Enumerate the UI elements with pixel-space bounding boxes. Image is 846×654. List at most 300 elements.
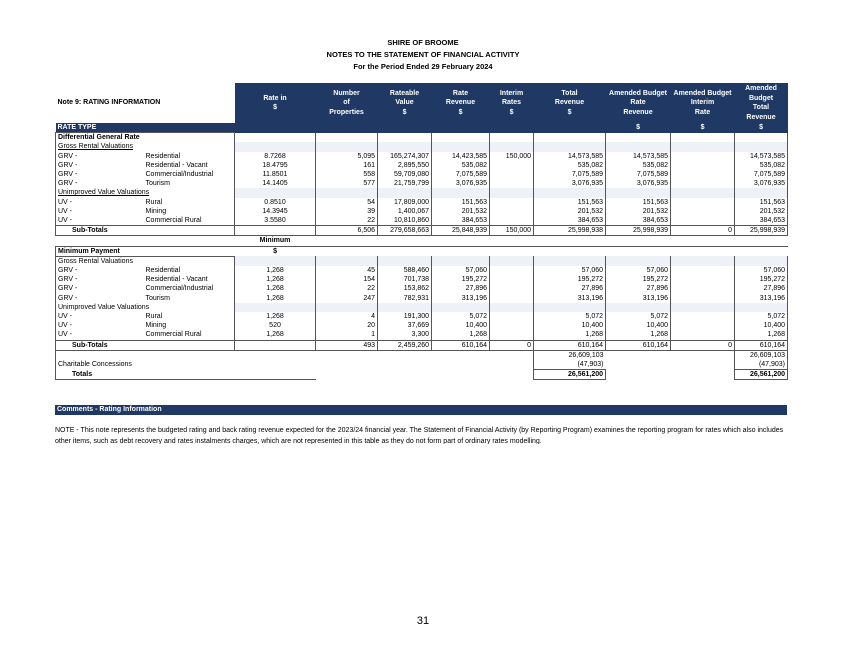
empty-cell bbox=[534, 246, 606, 256]
number-of-properties: 577 bbox=[316, 179, 378, 188]
rateable-value: 279,658,663 bbox=[378, 226, 432, 236]
amended-budget-rate-revenue: 27,896 bbox=[606, 284, 671, 293]
empty-cell bbox=[534, 142, 606, 151]
uv-heading-label: Unimproved Value Valuations bbox=[56, 188, 235, 197]
spacer bbox=[56, 350, 316, 360]
empty-cell bbox=[316, 133, 378, 143]
empty-cell bbox=[235, 226, 316, 236]
amended-budget-interim-rate bbox=[671, 152, 735, 161]
column-header-line: Interim bbox=[690, 99, 715, 107]
interim-rates bbox=[490, 266, 534, 275]
column-header-line: $ bbox=[509, 108, 514, 116]
empty-cell bbox=[735, 246, 788, 256]
rating-row bbox=[56, 294, 788, 303]
interim-rates: 150,000 bbox=[490, 226, 534, 236]
rate-in: 1,268 bbox=[235, 312, 316, 321]
uv-heading-min-label: Unimproved Value Valuations bbox=[56, 303, 235, 312]
interim-rates bbox=[490, 170, 534, 179]
column-header-line: Total bbox=[561, 89, 578, 97]
column-header-line: Revenue bbox=[623, 108, 653, 116]
rate-category: Commercial/Industrial bbox=[145, 285, 214, 293]
empty-cell bbox=[432, 133, 490, 143]
total-revenue: 610,164 bbox=[534, 340, 606, 350]
amended-budget-interim-rate bbox=[671, 216, 735, 226]
empty-cell bbox=[735, 303, 788, 312]
amended-budget-rate-revenue: 57,060 bbox=[606, 266, 671, 275]
amended-budget-interim-rate: 0 bbox=[671, 340, 735, 350]
rate-category: Mining bbox=[145, 207, 167, 215]
empty-cell bbox=[378, 142, 432, 151]
header-band-cell bbox=[490, 123, 534, 133]
grand-amended-total: 26,561,200 bbox=[735, 370, 788, 380]
number-of-properties: 4 bbox=[316, 312, 378, 321]
empty-cell bbox=[606, 142, 671, 151]
amended-budget-total-revenue: 3,076,935 bbox=[735, 179, 788, 188]
rate-revenue: 1,268 bbox=[432, 330, 490, 340]
valuation-type: UV - bbox=[56, 198, 144, 207]
column-header-line: $ bbox=[567, 108, 572, 116]
spacer bbox=[56, 236, 235, 246]
amended-budget-rate-revenue: 14,573,585 bbox=[606, 152, 671, 161]
empty-cell bbox=[316, 236, 378, 246]
empty-cell bbox=[378, 236, 432, 246]
empty-cell bbox=[316, 360, 378, 370]
rating-row bbox=[56, 321, 788, 330]
empty-cell bbox=[316, 256, 378, 266]
amended-budget-interim-rate: 0 bbox=[671, 226, 735, 236]
empty-cell bbox=[378, 246, 432, 256]
rate-in: 1,268 bbox=[235, 330, 316, 340]
amended-budget-total-revenue: 5,072 bbox=[735, 312, 788, 321]
amended-budget-interim-rate bbox=[671, 266, 735, 275]
valuation-type: UV - bbox=[56, 216, 144, 226]
amended-budget-rate-revenue: 535,082 bbox=[606, 161, 671, 170]
empty-cell bbox=[235, 142, 316, 151]
column-header-line: Budget bbox=[748, 94, 774, 102]
amended-budget-rate-revenue: 201,532 bbox=[606, 207, 671, 216]
amended-budget-rate-revenue: 313,196 bbox=[606, 294, 671, 303]
total-revenue: 195,272 bbox=[534, 275, 606, 284]
interim-rates bbox=[490, 275, 534, 284]
rate-category: Residential bbox=[145, 152, 181, 160]
empty-cell bbox=[378, 350, 432, 360]
grv-heading bbox=[56, 142, 788, 151]
amended-budget-rate-revenue: 610,164 bbox=[606, 340, 671, 350]
column-header-line: Amended Budget bbox=[673, 89, 732, 97]
rateable-value: 59,709,080 bbox=[378, 170, 432, 179]
column-header-row bbox=[56, 83, 788, 123]
total-revenue: 1,268 bbox=[534, 330, 606, 340]
interim-rates bbox=[490, 330, 534, 340]
rateable-value: 21,759,799 bbox=[378, 179, 432, 188]
header-band-cell bbox=[534, 123, 606, 133]
rate-revenue: 5,072 bbox=[432, 312, 490, 321]
column-header-line: Rate bbox=[694, 108, 711, 116]
interim-rates bbox=[490, 198, 534, 207]
empty-cell bbox=[378, 370, 432, 380]
total-revenue: 201,532 bbox=[534, 207, 606, 216]
rate-revenue: 7,075,589 bbox=[432, 170, 490, 179]
amended-budget-interim-rate bbox=[671, 284, 735, 293]
uv-heading-min bbox=[56, 303, 788, 312]
amended-budget-interim-rate bbox=[671, 312, 735, 321]
total-revenue: 25,998,938 bbox=[534, 226, 606, 236]
valuation-type: UV - bbox=[56, 330, 144, 340]
concessions-total-revenue: (47,903) bbox=[534, 360, 606, 370]
totals-label: Totals bbox=[56, 370, 316, 380]
empty-cell bbox=[735, 133, 788, 143]
empty-cell bbox=[432, 360, 490, 370]
empty-cell bbox=[671, 303, 735, 312]
rate-in: 1,268 bbox=[235, 275, 316, 284]
column-header-line: Amended Budget bbox=[609, 89, 667, 97]
minimum-dollar: $ bbox=[235, 246, 316, 256]
empty-cell bbox=[490, 303, 534, 312]
rate-in: 8.7268 bbox=[235, 152, 316, 161]
concessions-row bbox=[56, 360, 788, 370]
total-revenue: 384,653 bbox=[534, 216, 606, 226]
amended-budget-total-revenue: 151,563 bbox=[735, 198, 788, 207]
rate-in: 18.4795 bbox=[235, 161, 316, 170]
empty-cell bbox=[606, 350, 671, 360]
empty-cell bbox=[671, 360, 735, 370]
interim-rates bbox=[490, 294, 534, 303]
empty-cell bbox=[534, 236, 606, 246]
total-revenue: 57,060 bbox=[534, 266, 606, 275]
rating-row bbox=[56, 330, 788, 340]
combined-total-revenue: 26,609,103 bbox=[534, 350, 606, 360]
empty-cell bbox=[490, 188, 534, 197]
minimum-header: Minimum bbox=[259, 237, 291, 245]
col-number-of-properties bbox=[316, 83, 378, 123]
column-header-line: $ bbox=[402, 108, 407, 116]
amended-budget-interim-rate bbox=[671, 170, 735, 179]
rating-row bbox=[56, 152, 788, 161]
interim-rates bbox=[490, 216, 534, 226]
rateable-value: 191,300 bbox=[378, 312, 432, 321]
rate-revenue: 313,196 bbox=[432, 294, 490, 303]
rate-category: Residential - Vacant bbox=[145, 276, 208, 284]
number-of-properties: 54 bbox=[316, 198, 378, 207]
empty-cell bbox=[316, 246, 378, 256]
empty-cell bbox=[378, 133, 432, 143]
rate-revenue: 14,423,585 bbox=[432, 152, 490, 161]
subtotal-label: Sub-Totals bbox=[56, 226, 235, 236]
empty-cell bbox=[671, 142, 735, 151]
grv-heading-label: Gross Rental Valuations bbox=[56, 142, 235, 151]
rateable-value: 2,459,260 bbox=[378, 340, 432, 350]
col-rate-in bbox=[235, 83, 316, 123]
minimum-header-row bbox=[56, 236, 788, 246]
rate-revenue: 195,272 bbox=[432, 275, 490, 284]
interim-rates bbox=[490, 161, 534, 170]
rateable-value: 17,809,000 bbox=[378, 198, 432, 207]
rating-row bbox=[56, 266, 788, 275]
amended-budget-total-revenue: 27,896 bbox=[735, 284, 788, 293]
empty-cell bbox=[606, 360, 671, 370]
valuation-type: UV - bbox=[56, 207, 144, 216]
empty-cell bbox=[735, 142, 788, 151]
rate-revenue: 151,563 bbox=[432, 198, 490, 207]
column-header-line: Revenue bbox=[445, 99, 476, 107]
subtotal-row bbox=[56, 226, 788, 236]
valuation-type: GRV - bbox=[56, 179, 144, 188]
rate-category: Residential - Vacant bbox=[145, 161, 208, 169]
empty-cell bbox=[490, 370, 534, 380]
number-of-properties: 1 bbox=[316, 330, 378, 340]
comments-section-title: Comments - Rating Information bbox=[55, 405, 787, 415]
column-header-line: Rate bbox=[452, 89, 469, 97]
empty-cell bbox=[490, 236, 534, 246]
rate-category: Commercial Rural bbox=[145, 331, 202, 339]
empty-cell bbox=[534, 188, 606, 197]
valuation-type: GRV - bbox=[56, 284, 144, 293]
total-revenue: 27,896 bbox=[534, 284, 606, 293]
empty-cell bbox=[316, 303, 378, 312]
rating-row bbox=[56, 161, 788, 170]
column-header-line: $ bbox=[458, 108, 463, 116]
empty-cell bbox=[671, 133, 735, 143]
grv-heading-min-label: Gross Rental Valuations bbox=[56, 256, 235, 266]
amended-budget-rate-revenue: 10,400 bbox=[606, 321, 671, 330]
empty-cell bbox=[671, 370, 735, 380]
minimum-payment-row bbox=[56, 246, 788, 256]
empty-cell bbox=[671, 256, 735, 266]
grv-heading-min bbox=[56, 256, 788, 266]
rate-type-row bbox=[56, 123, 788, 133]
rateable-value: 701,738 bbox=[378, 275, 432, 284]
amended-budget-rate-revenue: 7,075,589 bbox=[606, 170, 671, 179]
total-revenue: 7,075,589 bbox=[534, 170, 606, 179]
rating-row bbox=[56, 275, 788, 284]
rate-revenue: 57,060 bbox=[432, 266, 490, 275]
interim-rates bbox=[490, 284, 534, 293]
header-band-cell bbox=[235, 123, 316, 133]
valuation-type: GRV - bbox=[56, 161, 144, 170]
column-header-line: Properties bbox=[329, 108, 364, 116]
empty-cell bbox=[235, 303, 316, 312]
rating-row bbox=[56, 312, 788, 321]
totals-row bbox=[56, 370, 788, 380]
combined-amended-total: 26,609,103 bbox=[735, 350, 788, 360]
rating-note: NOTE - This note represents the budgeted rating and back rating revenue expected for the 2023/24 financial year. The Statement of Financial Activity (by Reporting Program) examines the reporting program for rates which also includes other items, such as debt recovery and rates instalments charges, which are not represented in this table as they do not form part of ordinary rates modelling. bbox=[55, 427, 784, 444]
empty-cell bbox=[606, 246, 671, 256]
number-of-properties: 5,095 bbox=[316, 152, 378, 161]
amended-budget-rate-revenue: 195,272 bbox=[606, 275, 671, 284]
rate-revenue: 25,848,939 bbox=[432, 226, 490, 236]
empty-cell bbox=[432, 370, 490, 380]
amended-budget-total-revenue: 313,196 bbox=[735, 294, 788, 303]
total-revenue: 3,076,935 bbox=[534, 179, 606, 188]
minimum-payment-label: Minimum Payment bbox=[56, 246, 235, 256]
rating-information-table bbox=[55, 83, 788, 380]
empty-cell bbox=[671, 236, 735, 246]
empty-cell bbox=[235, 256, 316, 266]
rate-category: Commercial/Industrial bbox=[145, 171, 214, 179]
rating-row bbox=[56, 216, 788, 226]
rating-row bbox=[56, 170, 788, 179]
empty-cell bbox=[735, 256, 788, 266]
amended-budget-total-revenue: 610,164 bbox=[735, 340, 788, 350]
amended-budget-interim-rate bbox=[671, 198, 735, 207]
rate-category: Rural bbox=[145, 313, 163, 321]
empty-cell bbox=[735, 188, 788, 197]
concessions-label: Charitable Concessions bbox=[56, 360, 316, 370]
number-of-properties: 39 bbox=[316, 207, 378, 216]
amended-budget-total-revenue: 25,998,939 bbox=[735, 226, 788, 236]
column-header-line: Amended bbox=[745, 85, 777, 92]
column-header-line: Rateable bbox=[389, 89, 420, 97]
empty-cell bbox=[432, 236, 490, 246]
statement-title: NOTES TO THE STATEMENT OF FINANCIAL ACTIVITY bbox=[326, 50, 520, 59]
amended-budget-total-revenue: 535,082 bbox=[735, 161, 788, 170]
note-title: Note 9: RATING INFORMATION bbox=[57, 99, 161, 107]
valuation-type: GRV - bbox=[56, 266, 144, 275]
empty-cell bbox=[432, 256, 490, 266]
total-revenue: 313,196 bbox=[534, 294, 606, 303]
number-of-properties: 45 bbox=[316, 266, 378, 275]
number-of-properties: 558 bbox=[316, 170, 378, 179]
empty-cell bbox=[490, 133, 534, 143]
amended-budget-rate-revenue: 151,563 bbox=[606, 198, 671, 207]
header-band-cell bbox=[316, 123, 378, 133]
column-header-line: Number bbox=[333, 89, 360, 97]
rate-type-label: RATE TYPE bbox=[56, 123, 235, 133]
empty-cell bbox=[316, 142, 378, 151]
period-title: For the Period Ended 29 February 2024 bbox=[353, 62, 493, 71]
amended-budget-rate-revenue: 384,653 bbox=[606, 216, 671, 226]
rateable-value: 3,300 bbox=[378, 330, 432, 340]
rate-revenue: 610,164 bbox=[432, 340, 490, 350]
subtotal-row bbox=[56, 340, 788, 350]
rate-in: 0.8510 bbox=[235, 198, 316, 207]
empty-cell bbox=[378, 188, 432, 197]
empty-cell bbox=[490, 246, 534, 256]
col-amended-budget-total-revenue bbox=[735, 83, 788, 123]
rate-category: Tourism bbox=[145, 180, 171, 188]
col-amended-budget-interim-rate bbox=[671, 83, 735, 123]
empty-cell bbox=[490, 142, 534, 151]
empty-cell bbox=[235, 133, 316, 143]
total-revenue: 10,400 bbox=[534, 321, 606, 330]
empty-cell bbox=[432, 246, 490, 256]
empty-cell bbox=[432, 303, 490, 312]
number-of-properties: 154 bbox=[316, 275, 378, 284]
empty-cell bbox=[316, 350, 378, 360]
valuation-type: GRV - bbox=[56, 170, 144, 179]
amended-budget-interim-rate bbox=[671, 207, 735, 216]
amended-budget-interim-rate bbox=[671, 161, 735, 170]
empty-cell bbox=[606, 256, 671, 266]
header-band-cell bbox=[432, 123, 490, 133]
interim-rates: 150,000 bbox=[490, 152, 534, 161]
rate-in: 1,268 bbox=[235, 284, 316, 293]
grand-total-revenue: 26,561,200 bbox=[534, 370, 606, 380]
differential-section bbox=[56, 133, 788, 143]
concessions-amended-total: (47,903) bbox=[735, 360, 788, 370]
valuation-type: UV - bbox=[56, 321, 144, 330]
rate-revenue: 535,082 bbox=[432, 161, 490, 170]
column-header-line: Interim bbox=[499, 89, 524, 97]
empty-cell bbox=[671, 350, 735, 360]
page-number: 31 bbox=[416, 615, 430, 627]
empty-cell bbox=[671, 246, 735, 256]
rating-row bbox=[56, 179, 788, 188]
rate-in: 1,268 bbox=[235, 266, 316, 275]
total-revenue: 5,072 bbox=[534, 312, 606, 321]
col-interim-rates bbox=[490, 83, 534, 123]
interim-rates: 0 bbox=[490, 340, 534, 350]
amended-budget-total-revenue: 1,268 bbox=[735, 330, 788, 340]
rateable-value: 165,274,307 bbox=[378, 152, 432, 161]
rate-revenue: 384,653 bbox=[432, 216, 490, 226]
empty-cell bbox=[432, 142, 490, 151]
valuation-type: GRV - bbox=[56, 275, 144, 284]
empty-cell bbox=[534, 133, 606, 143]
column-header-line: Rate bbox=[630, 99, 646, 107]
column-header-line: $ bbox=[273, 104, 277, 111]
interim-rates bbox=[490, 207, 534, 216]
rate-revenue: 27,896 bbox=[432, 284, 490, 293]
rate-category: Residential bbox=[145, 267, 181, 275]
column-header-line: of bbox=[343, 99, 350, 107]
rate-category: Mining bbox=[145, 322, 167, 330]
col-rateable-value bbox=[378, 83, 432, 123]
rate-in: 520 bbox=[235, 321, 316, 330]
amended-budget-rate-revenue: 1,268 bbox=[606, 330, 671, 340]
rate-category: Commercial Rural bbox=[145, 217, 202, 225]
valuation-type: GRV - bbox=[56, 294, 144, 303]
dollar-unit: $ bbox=[606, 123, 671, 133]
rateable-value: 10,810,860 bbox=[378, 216, 432, 226]
number-of-properties: 161 bbox=[316, 161, 378, 170]
rate-revenue: 10,400 bbox=[432, 321, 490, 330]
rate-category: Rural bbox=[145, 198, 163, 206]
total-revenue: 535,082 bbox=[534, 161, 606, 170]
empty-cell bbox=[534, 303, 606, 312]
number-of-properties: 247 bbox=[316, 294, 378, 303]
uv-heading bbox=[56, 188, 788, 197]
interim-rates bbox=[490, 179, 534, 188]
number-of-properties: 22 bbox=[316, 284, 378, 293]
col-rate-revenue bbox=[432, 83, 490, 123]
rate-revenue: 3,076,935 bbox=[432, 179, 490, 188]
rate-in: 14.3945 bbox=[235, 207, 316, 216]
column-header-line: Value bbox=[395, 99, 414, 107]
empty-cell bbox=[378, 256, 432, 266]
amended-budget-total-revenue: 195,272 bbox=[735, 275, 788, 284]
empty-cell bbox=[606, 303, 671, 312]
empty-cell bbox=[316, 370, 378, 380]
amended-budget-total-revenue: 57,060 bbox=[735, 266, 788, 275]
total-revenue: 14,573,585 bbox=[534, 152, 606, 161]
empty-cell bbox=[606, 188, 671, 197]
organisation-name: SHIRE OF BROOME bbox=[387, 38, 459, 47]
col-amended-budget-rate-revenue bbox=[606, 83, 671, 123]
rating-row bbox=[56, 284, 788, 293]
amended-budget-total-revenue: 10,400 bbox=[735, 321, 788, 330]
empty-cell bbox=[235, 188, 316, 197]
empty-cell bbox=[432, 188, 490, 197]
number-of-properties: 22 bbox=[316, 216, 378, 226]
total-revenue: 151,563 bbox=[534, 198, 606, 207]
rateable-value: 782,931 bbox=[378, 294, 432, 303]
rating-row bbox=[56, 198, 788, 207]
empty-cell bbox=[490, 360, 534, 370]
number-of-properties: 6,506 bbox=[316, 226, 378, 236]
rate-revenue: 201,532 bbox=[432, 207, 490, 216]
empty-cell bbox=[735, 236, 788, 246]
